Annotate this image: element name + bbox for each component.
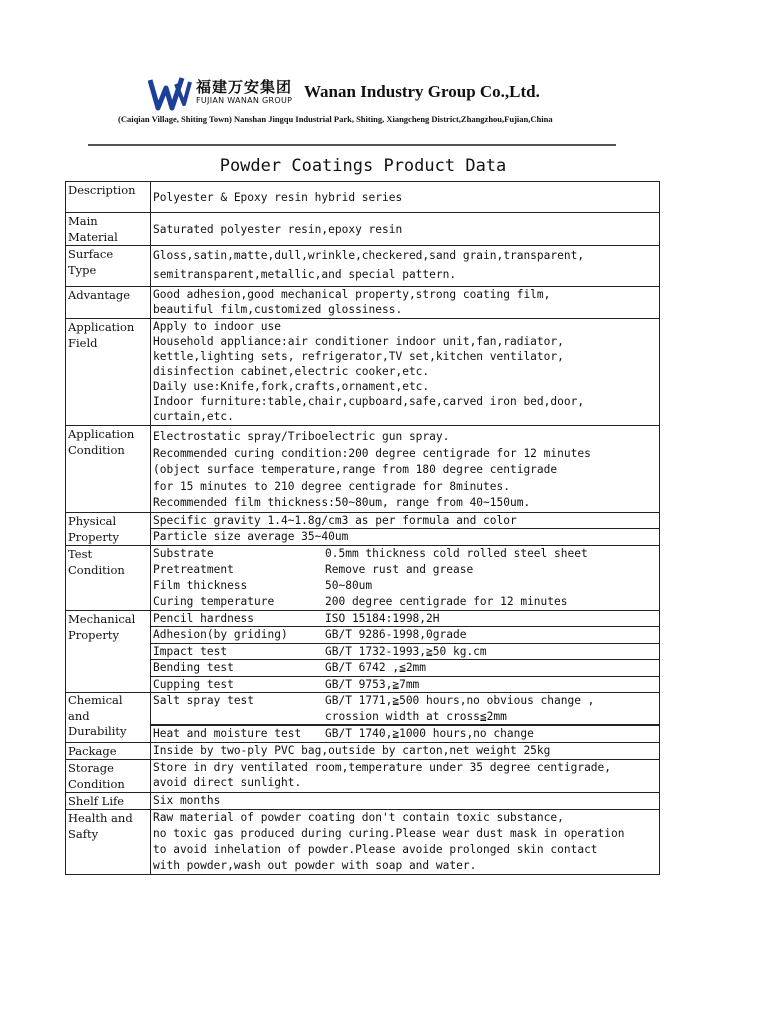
row-value-health-safety: Raw material of powder coating don't contain toxic substance, no toxic gas produced during curing.Please wear dust mask in operation to avoid inhelation of powder.Please avoide prolonged skin contact with powder,wash out powder with soap and water. (151, 809, 660, 874)
row-value-advantage: Good adhesion,good mechanical property,strong coating film, beautiful film,customized glossiness. (151, 287, 660, 319)
table-row (66, 611, 660, 693)
company-name-chinese: 福建万安集团 (196, 78, 293, 96)
table-row (66, 693, 660, 743)
mechanical-item: Impact test GB/T 1732-1993,≧50 kg.cm (151, 643, 659, 659)
row-label-application-condition: Application Condition (66, 426, 151, 513)
row-label-test-condition: Test Condition (66, 546, 151, 611)
row-value-main-material: Saturated polyester resin,epoxy resin (151, 213, 660, 246)
header-divider (88, 144, 616, 146)
mechanical-item: Cupping test GB/T 9753,≧7mm (151, 676, 659, 692)
row-value-package: Inside by two-ply PVC bag,outside by carton,net weight 25kg (151, 742, 660, 759)
company-header (118, 74, 610, 132)
table-row (66, 426, 660, 513)
table-row (66, 213, 660, 246)
row-value-shelf-life: Six months (151, 792, 660, 809)
test-condition-item: Substrate 0.5mm thickness cold rolled steel sheet (153, 547, 588, 560)
row-label-mechanical-property: Mechanical Property (66, 611, 151, 693)
table-row (66, 182, 660, 213)
row-label-chemical-durability: Chemical and Durability (66, 693, 151, 743)
mechanical-item: Adhesion(by griding) GB/T 9286-1998,0grade (151, 626, 659, 642)
table-row (66, 759, 660, 792)
chemical-item: Heat and moisture test GB/T 1740,≧1000 hours,no change (151, 724, 659, 742)
row-value-mechanical-property (151, 611, 660, 693)
row-value-test-condition (151, 546, 660, 611)
company-name-english: Wanan Industry Group Co.,Ltd. (304, 82, 540, 101)
company-logo (148, 74, 192, 112)
row-label-advantage: Advantage (66, 287, 151, 319)
document-title: Powder Coatings Product Data (219, 156, 507, 176)
row-label-main-material: Main Material (66, 213, 151, 246)
row-value-surface-type: Gloss,satin,matte,dull,wrinkle,checkered,sand grain,transparent, semitransparent,metallic,and special pattern. (151, 246, 660, 287)
row-label-description: Description (66, 182, 151, 213)
row-label-application-field: Application Field (66, 319, 151, 426)
row-label-physical-property: Physical Property (66, 513, 151, 546)
row-label-health-safety: Health and Safty (66, 809, 151, 874)
row-value-application-condition: Electrostatic spray/Triboelectric gun spray. Recommended curing condition:200 degree centigrade for 12 minutes (object surface temperature,range from 180 degree centigrade for 15 minutes to 210 degree centigrade for 8minutes. Recommended film thickness:50~80um, range from 40~150um. (151, 426, 660, 513)
test-condition-item: Curing temperature 200 degree centigrade for 12 minutes (153, 595, 568, 608)
row-label-package: Package (66, 742, 151, 759)
row-value-application-field: Apply to indoor use Household appliance:air conditioner indoor unit,fan,radiator, kettle,lighting sets, refrigerator,TV set,kitchen ventilator, disinfection cabinet,electric cooker,etc. Daily use:Knife,fork,crafts,ornament,etc. Indoor furniture:table,chair,cupboard,safe,carved iron bed,door, curtain,etc. (151, 319, 660, 426)
table-row (66, 246, 660, 287)
table-row (66, 742, 660, 759)
row-label-surface-type: Surface Type (66, 246, 151, 287)
test-condition-item: Pretreatment Remove rust and grease (153, 563, 474, 576)
row-label-storage-condition: Storage Condition (66, 759, 151, 792)
table-row (66, 809, 660, 874)
row-label-shelf-life: Shelf Life (66, 792, 151, 809)
table-row (66, 513, 660, 546)
chemical-item-continued: crossion width at cross≦2mm (325, 709, 507, 723)
test-condition-item: Film thickness 50~80um (153, 579, 373, 592)
mechanical-item: Pencil hardness ISO 15184:1998,2H (153, 612, 440, 625)
row-value-description: Polyester & Epoxy resin hybrid series (151, 182, 660, 213)
row-value-chemical-durability (151, 693, 660, 743)
company-name-pinyin: FUJIAN WANAN GROUP (196, 96, 293, 105)
mechanical-item: Bending test GB/T 6742 ,≦2mm (151, 659, 659, 675)
row-value-physical-property: Specific gravity 1.4~1.8g/cm3 as per formula and color Particle size average 35~40um (151, 513, 660, 546)
table-row (66, 319, 660, 426)
product-data-table (65, 181, 660, 875)
table-row (66, 792, 660, 809)
company-address: (Caiqian Village, Shiting Town) Nanshan Jingqu Industrial Park, Shiting, Xiangcheng District,Zhangzhou,Fujian,China (118, 114, 553, 124)
chemical-item: Salt spray test GB/T 1771,≧500 hours,no obvious change , (153, 694, 595, 708)
table-row (66, 287, 660, 319)
row-value-storage-condition: Store in dry ventilated room,temperature under 35 degree centigrade, avoid direct sunlight. (151, 759, 660, 792)
table-row (66, 546, 660, 611)
